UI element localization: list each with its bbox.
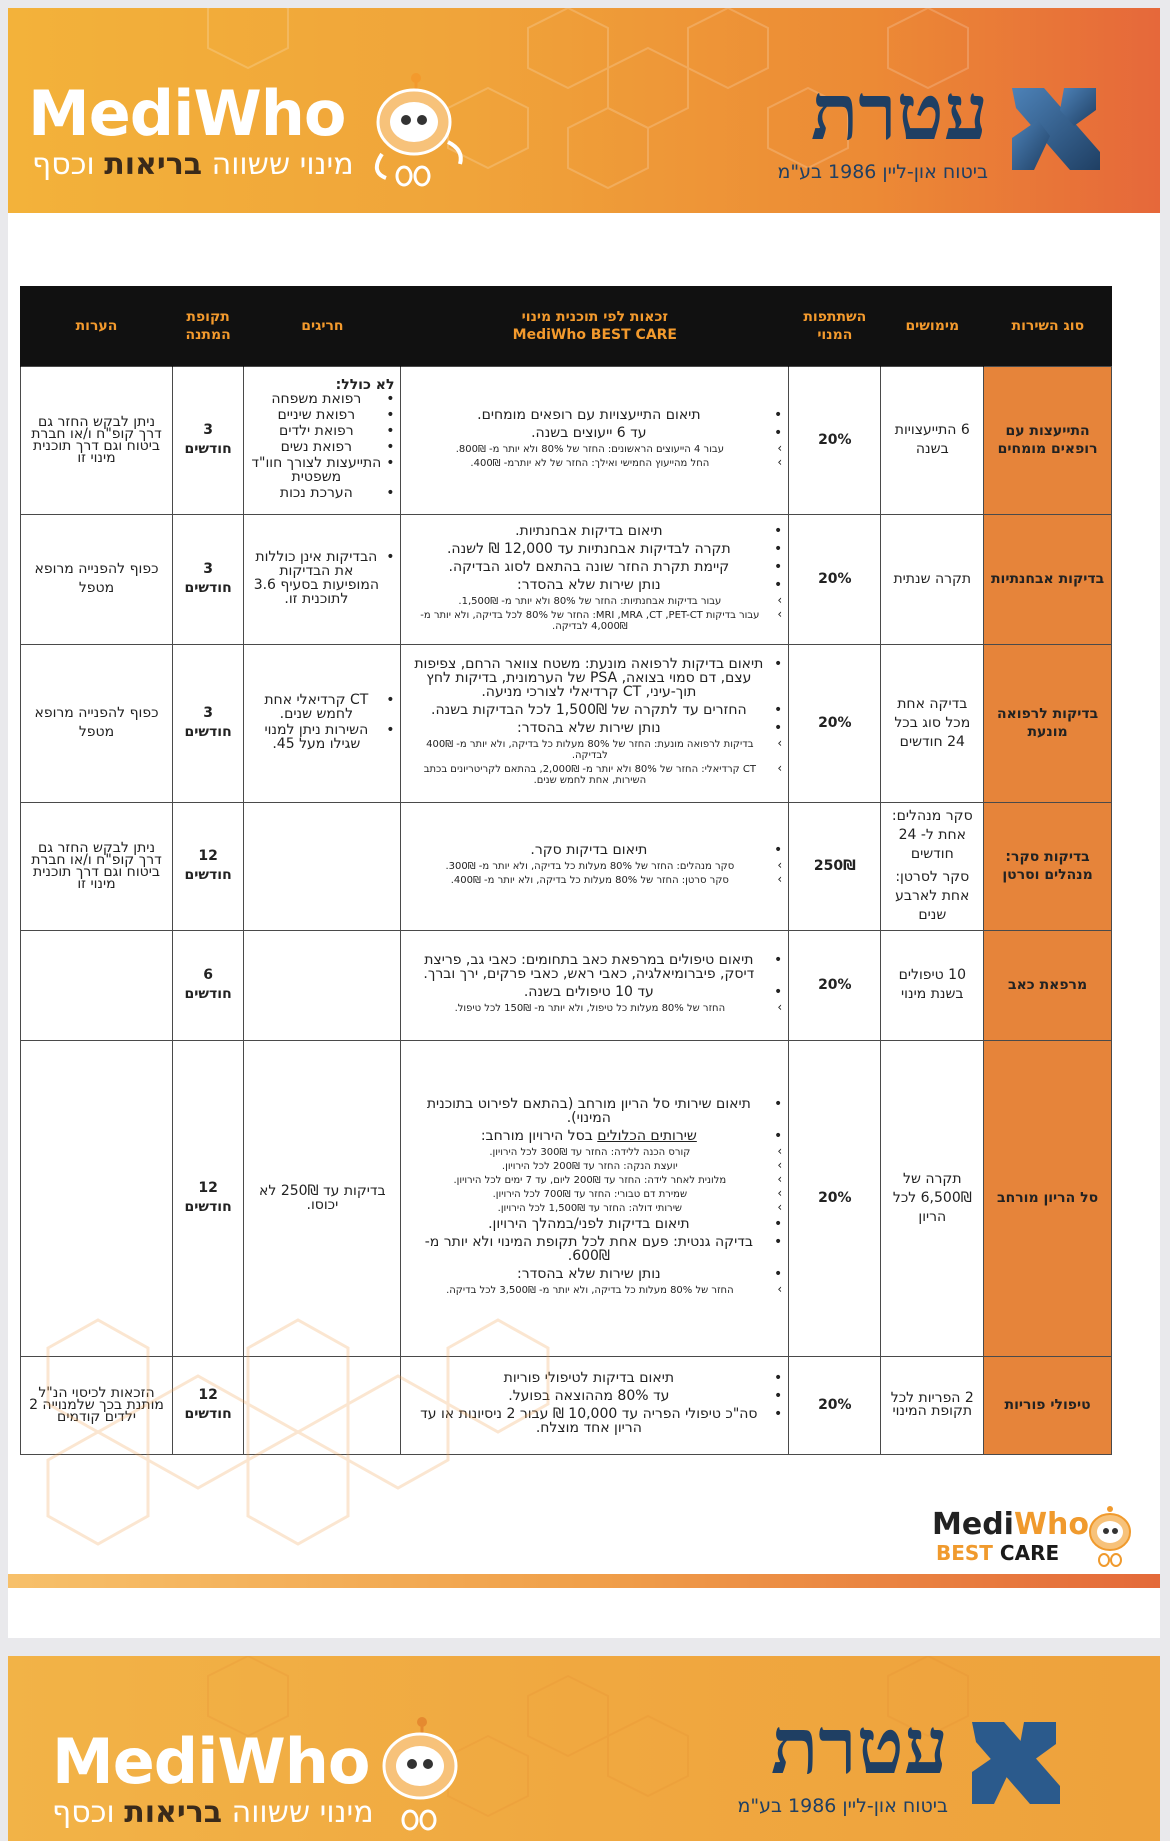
waiting-cell: 3 חודשים xyxy=(172,366,243,514)
exclusions-cell xyxy=(244,514,401,644)
table-row xyxy=(21,644,1112,802)
service-cell: מרפאת כאב xyxy=(984,930,1112,1040)
notes-cell: כפוף להפנייה מרופא מטפל xyxy=(21,644,173,802)
rights-subitem: › החל מהייעוץ החמישי ואילך: החזר של לא יותרמ- 400₪. xyxy=(407,458,782,469)
exclusion-item: • רפואת שיניים xyxy=(250,408,394,422)
tagline-bold: בריאות xyxy=(124,1795,223,1830)
waiting-cell: 3 חודשים xyxy=(172,514,243,644)
usage-cancer: סקר לסרטן: אחת לארבע שנים xyxy=(895,869,970,923)
table-row xyxy=(21,930,1112,1040)
tagline-bold: בריאות xyxy=(104,147,203,182)
usage-cell: בדיקה אחת מכל סוג בכל 24 חודשים xyxy=(881,644,984,802)
col-rights xyxy=(401,286,789,366)
robot-mascot-icon xyxy=(1082,1504,1142,1570)
logo-care: CARE xyxy=(999,1541,1060,1565)
copay-cell: 20% xyxy=(789,930,881,1040)
tagline-part2: וכסף xyxy=(32,147,95,182)
table-header-row xyxy=(21,286,1112,366)
rights-subitem: › סקר מנהלים: החזר של 80% מעלות כל בדיקה, ולא יותר מ- 300₪. xyxy=(407,861,782,872)
exclusions-cell xyxy=(244,802,401,930)
exclusion-item: • הערכת נכות xyxy=(250,486,394,500)
rights-item: • נותן שירות שלא בהסדר: xyxy=(407,1267,782,1281)
rights-item: • סה"כ טיפולי הפריה עד 10,000 ₪ עבור 2 ניסיונות או עד הריון אחד מוצלח. xyxy=(407,1407,782,1435)
mediwho-tagline xyxy=(32,148,354,182)
usage-cell: תקרה של 6,500₪ לכל הריון xyxy=(881,1040,984,1356)
table-row xyxy=(21,366,1112,514)
rights-item: • עד 10 טיפולים בשנה. xyxy=(407,985,782,999)
usage-cell: תקרה שנתית xyxy=(881,514,984,644)
rights-item: • תיאום התייעצויות עם רופאים מומחים. xyxy=(407,408,782,422)
rights-item xyxy=(407,1129,782,1143)
tagline-part2: וכסף xyxy=(52,1795,115,1830)
waiting-cell: 12 חודשים xyxy=(172,1040,243,1356)
mediwho-best-care-logo xyxy=(932,1504,1142,1574)
mediwho-logo-text: MediWho xyxy=(52,1725,370,1798)
rights-subitem: › סקר סרטן: החזר של 80% מעלות כל בדיקה, ולא יותר מ- 400₪. xyxy=(407,875,782,886)
table-row xyxy=(21,514,1112,644)
col-waiting-line2: המתנה xyxy=(185,326,231,343)
copay-cell: 20% xyxy=(789,644,881,802)
rights-cell xyxy=(401,930,789,1040)
col-notes: הערות xyxy=(21,286,173,366)
usage-cell xyxy=(881,802,984,930)
included-label: שירותים הכלולים xyxy=(597,1128,697,1144)
hexagon-decoration-icon xyxy=(8,1248,568,1628)
rights-subitem: › בדיקות לרפואה מונעת: החזר של 80% מעלות כל בדיקה, ולא יותר מ- 400₪ לבדיקה. xyxy=(407,739,782,761)
col-waiting-line1: תקופת xyxy=(186,308,230,325)
robot-mascot-icon xyxy=(360,72,472,192)
service-cell: בדיקות לרפואה מונעת xyxy=(984,644,1112,802)
waiting-cell: 12 חודשים xyxy=(172,1356,243,1454)
rights-subitem: › עבור בדיקות אבחנתיות: החזר של 80% ולא יותר מ- 1,500₪. xyxy=(407,596,782,607)
col-waiting xyxy=(172,286,243,366)
mediwho-tagline xyxy=(52,1796,374,1830)
exclusion-item: • השירות ניתן למנוי שגילו מעל 45. xyxy=(250,723,394,751)
rights-item: • תיאום בדיקות לרפואה מונעת: משטח צוואר הרחם, צפיפות עצם, דם סמוי בצואה, PSA של הערמונית, בדיקות לחץ תוך-עיני, CT קרדיאלי לצורכי מניעה. xyxy=(407,657,782,699)
rights-item: • תקרה לבדיקות אבחנתיות עד 12,000 ₪ לשנה. xyxy=(407,542,782,556)
copay-cell: 250₪ xyxy=(789,802,881,930)
col-service: סוג השירות xyxy=(984,286,1112,366)
rights-cell xyxy=(401,644,789,802)
waiting-cell: 6 חודשים xyxy=(172,930,243,1040)
rights-subitem: › החזר של 80% מעלות כל בדיקה, ולא יותר מ- 3,500₪ לכל בדיקה. xyxy=(407,1285,782,1296)
rights-subitem: › החזר של 80% מעלות כל טיפול, ולא יותר מ- 150₪ לכל טיפול. xyxy=(407,1003,782,1014)
copay-cell: 20% xyxy=(789,366,881,514)
service-cell: טיפולי פוריות xyxy=(984,1356,1112,1454)
included-item: › קורס הכנה ללידה: החזר עד 300₪ לכל הירויון. xyxy=(407,1147,782,1158)
rights-subitem: › עבור בדיקות MRI ,MRA ,CT ,PET-CT: החזר של 80% לכל בדיקה, ולא יותר מ- 4,000₪ לבדיקה. xyxy=(407,610,782,632)
best-care-logo-sub xyxy=(936,1542,1059,1564)
rights-cell xyxy=(401,366,789,514)
notes-cell: ניתן לבקש החזר גם דרך קופ"ח ו/או חברת ביטוח וגם דרך תוכנית מינוי זו xyxy=(21,366,173,514)
atarat-logo xyxy=(748,67,1108,190)
usage-cell: 6 התייעצויות בשנה xyxy=(881,366,984,514)
waiting-cell: 12 חודשים xyxy=(172,802,243,930)
exclusions-cell xyxy=(244,366,401,514)
exclusion-item: • רפואת משפחה xyxy=(250,392,394,406)
usage-cell: 10 טיפולים בשנת מינוי xyxy=(881,930,984,1040)
exclusions-cell xyxy=(244,644,401,802)
best-care-logo-word xyxy=(932,1508,1089,1542)
exclusion-item: • התייעצות לצורך חוו"ד משפטית xyxy=(250,456,394,484)
copay-cell: 20% xyxy=(789,514,881,644)
col-usage: מימושים xyxy=(881,286,984,366)
second-page-header xyxy=(8,1656,1160,1841)
atarat-name: עטרת xyxy=(770,1701,948,1792)
included-suffix: בסל הירויון מורחב: xyxy=(480,1128,593,1144)
rights-item: • תיאום טיפולים במרפאת כאב בתחומים: כאבי גב, פריצת דיסק, פיברומיאלגיה, כאבי ראש, כאבי פרקים, ירך וברך. xyxy=(407,953,782,981)
rights-item: • תיאום בדיקות אבחנתיות. xyxy=(407,524,782,538)
logo-who: Who xyxy=(1013,1507,1090,1542)
rights-item: • עד 6 ייעוצים בשנה. xyxy=(407,426,782,440)
atarat-aleph-icon xyxy=(1004,80,1108,176)
table-row xyxy=(21,802,1112,930)
rights-item: • נותן שירות שלא בהסדר: xyxy=(407,721,782,735)
document-page xyxy=(8,8,1160,1638)
included-item: › מלונית לאחר לידה: החזר עד 200₪ ליום, עד 7 ימים לכל הירויון. xyxy=(407,1175,782,1186)
rights-subitem: › CT קרדיאלי: החזר של 80% ולא יותר מ- 2,000₪, בהתאם לקריטריונים בכתב השירות, אחת לחמש שנים. xyxy=(407,764,782,786)
footer-gradient-line xyxy=(8,1574,1160,1588)
copay-cell: 20% xyxy=(789,1040,881,1356)
rights-item: • תיאום בדיקות לפני/במהלך הירויון. xyxy=(407,1217,782,1231)
included-item: › שמירת דם טבורי: החזר עד 700₪ לכל הירויון. xyxy=(407,1189,782,1200)
service-cell: בדיקות סקר: מנהלים וסרטן xyxy=(984,802,1112,930)
notes-cell: ניתן לבקש החזר גם דרך קופ"ח ו/או חברת ביטוח וגם דרך תוכנית מינוי זו xyxy=(21,802,173,930)
usage-cell: 2 הפריות לכל תקופת המינוי xyxy=(881,1356,984,1454)
atarat-name: עטרת xyxy=(810,67,988,158)
exclusion-item: • רפואת ילדים xyxy=(250,424,394,438)
atarat-aleph-icon xyxy=(964,1714,1068,1810)
notes-cell xyxy=(21,930,173,1040)
col-copay: השתתפות המנוי xyxy=(789,286,881,366)
waiting-cell: 3 חודשים xyxy=(172,644,243,802)
service-cell: בדיקות אבחנתיות xyxy=(984,514,1112,644)
atarat-subtitle: ביטוח און-ליין 1986 בע"מ xyxy=(737,1795,948,1817)
mediwho-logo-text: MediWho xyxy=(28,77,346,150)
atarat-subtitle: ביטוח און-ליין 1986 בע"מ xyxy=(777,161,988,183)
rights-subitem: › עבור 4 הייעוצים הראשונים: החזר של 80% ולא יותר מ- 800₪. xyxy=(407,444,782,455)
included-item: › שירותי דולה: החזר עד 1,500₪ לכל הירויון. xyxy=(407,1203,782,1214)
rights-cell xyxy=(401,802,789,930)
notes-cell: הזכאות לכיסוי הנ"ל מותנת בכך שלמנוייה 2 ילדים קודמים xyxy=(21,1356,173,1454)
exclusion-item: • CT קרדיאלי אחת לחמש שנים. xyxy=(250,693,394,721)
rights-item: • עד 80% מההוצאה בפועל. xyxy=(407,1389,782,1403)
logo-medi: Medi xyxy=(932,1507,1014,1542)
rights-item: • קיימת תקרת החזר שונה בהתאם לסוג הבדיקה. xyxy=(407,560,782,574)
rights-item: • תיאום בדיקות לטיפולי פוריות xyxy=(407,1371,782,1385)
rights-item: • תיאום בדיקות סקר. xyxy=(407,843,782,857)
exclusion-item: • הבדיקות אינן כוללות את הבדיקות המופיעות בסעיף 3.6 לתוכנית זו. xyxy=(250,550,394,606)
rights-cell xyxy=(401,514,789,644)
copay-cell: 20% xyxy=(789,1356,881,1454)
header-banner xyxy=(8,8,1160,213)
included-item: › יועצת הנקה: החזר עד 200₪ לכל הירויון. xyxy=(407,1161,782,1172)
tagline-part1: מינוי ששווה xyxy=(211,147,354,182)
atarat-logo xyxy=(708,1701,1068,1834)
exclusions-cell xyxy=(244,930,401,1040)
col-rights-line2: MediWho BEST CARE xyxy=(512,326,677,343)
col-exclusions: חריגים xyxy=(244,286,401,366)
exclusions-title: לא כולל: xyxy=(335,377,395,393)
rights-item: • בדיקה גנטית: פעם אחת לכל תקופת המינוי ולא יותר מ- 600₪. xyxy=(407,1235,782,1263)
service-cell: סל הריון מורחב xyxy=(984,1040,1112,1356)
robot-mascot-icon xyxy=(366,1716,478,1836)
rights-item: • תיאום שירותי סל הריון מורחב (בהתאם לפירוט בתוכנית המינוי). xyxy=(407,1097,782,1125)
exclusion-item: • רפואת נשים xyxy=(250,440,394,454)
tagline-part1: מינוי ששווה xyxy=(231,1795,374,1830)
notes-cell: כפוף להפנייה מרופא מטפל xyxy=(21,514,173,644)
logo-best: BEST xyxy=(936,1541,993,1565)
rights-item: • החזרים עד לתקרה של 1,500₪ לכל הבדיקות בשנה. xyxy=(407,703,782,717)
rights-item: • נותן שירות שלא בהסדר: xyxy=(407,578,782,592)
usage-executive: סקר מנהלים: אחת ל- 24 חודשים xyxy=(891,808,973,862)
service-cell: התייעצות עם רופאים מומחים xyxy=(984,366,1112,514)
col-rights-line1: זכאות לפי תוכנית מינוי xyxy=(521,308,669,325)
exclusions-cell: בדיקות עד 250₪ לא יכוסו. xyxy=(244,1040,401,1356)
